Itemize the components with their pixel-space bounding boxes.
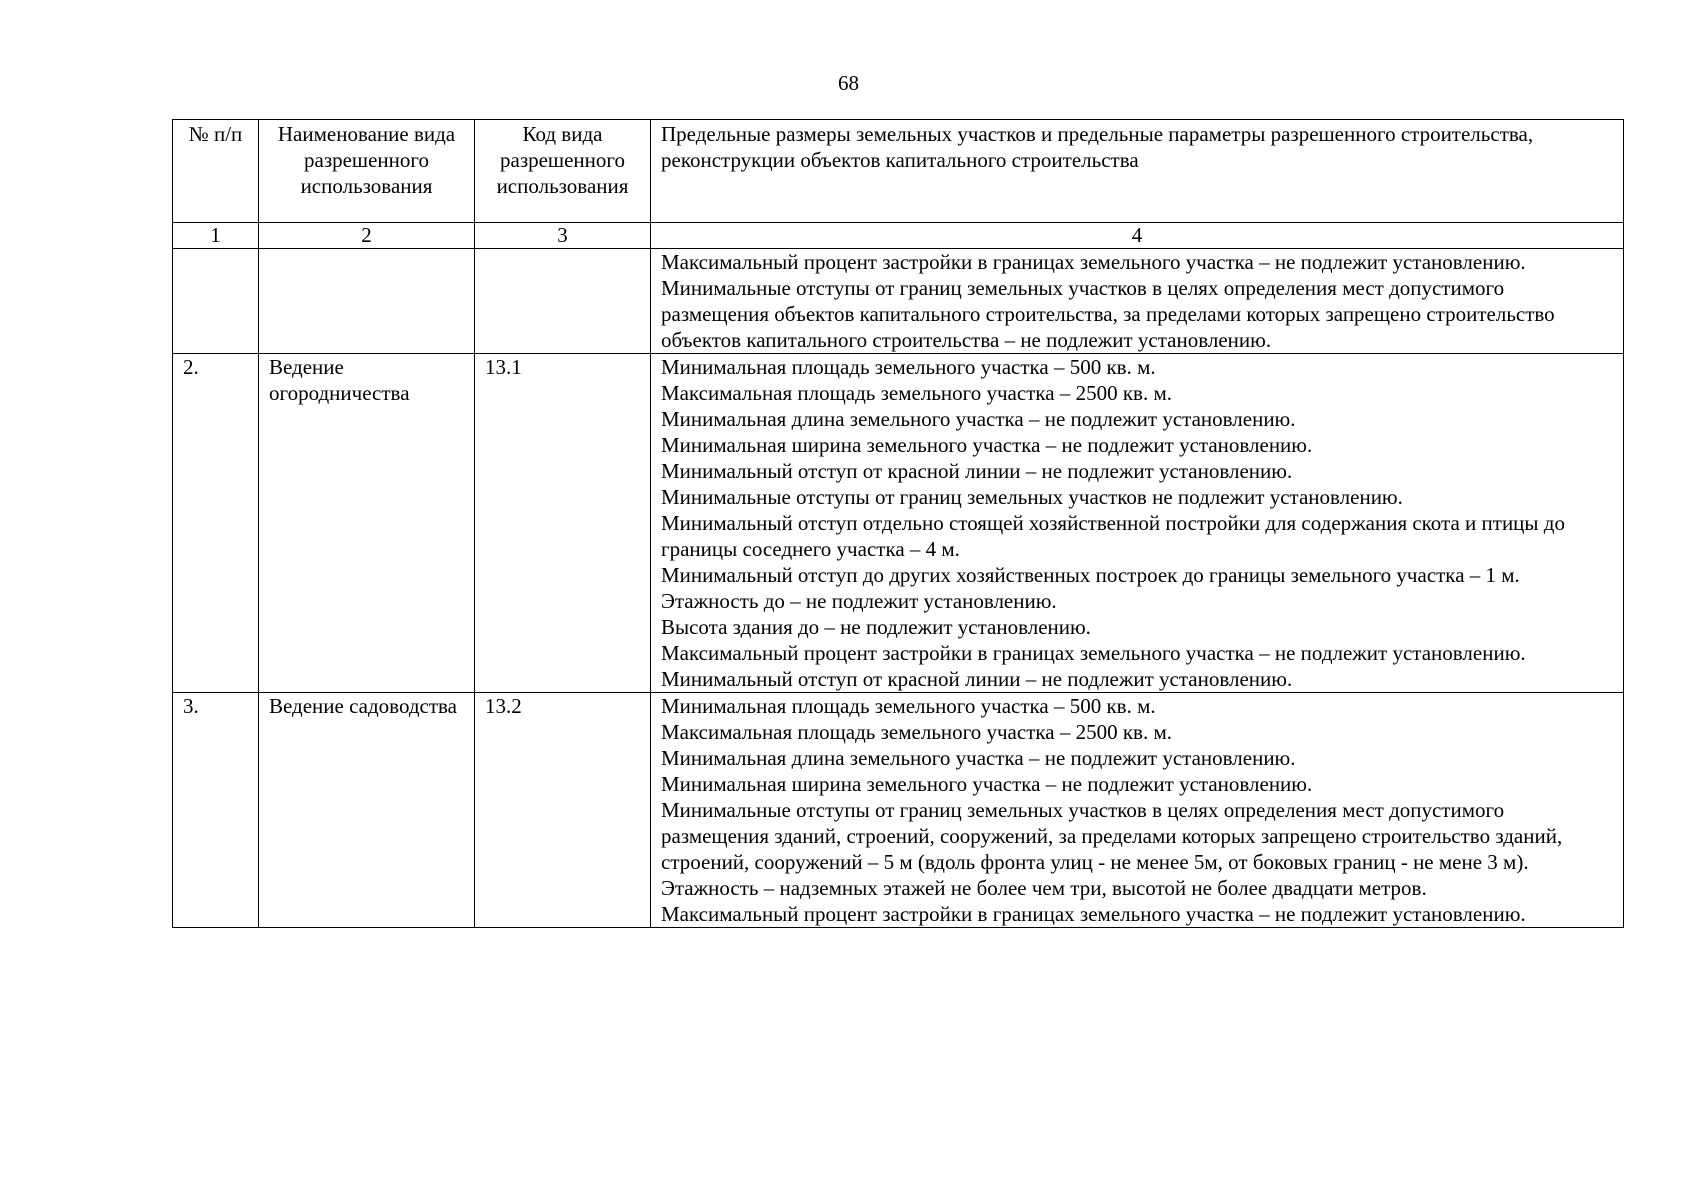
parameter-line: Минимальная площадь земельного участка – 500 кв. м. xyxy=(661,355,1156,379)
parameter-line: Минимальные отступы от границ земельных участков не подлежит установлению. xyxy=(661,485,1403,509)
parameter-line: Максимальный процент застройки в границах земельного участка – не подлежит установлению. xyxy=(661,250,1526,274)
parameter-line: Минимальный отступ от красной линии – не подлежит установлению. xyxy=(661,667,1293,691)
header-use-code: Код вида разрешенного использования xyxy=(475,120,651,223)
parameter-line: Минимальная длина земельного участка – не подлежит установлению. xyxy=(661,407,1296,431)
row-number xyxy=(173,249,259,354)
row-number: 2. xyxy=(173,354,259,693)
land-use-table xyxy=(172,119,1624,928)
table-row xyxy=(173,693,1624,928)
parameter-line: Минимальный отступ от красной линии – не подлежит установлению. xyxy=(661,459,1293,483)
table-header-row xyxy=(173,120,1624,223)
row-parameters xyxy=(651,354,1624,693)
header-parameters: Предельные размеры земельных участков и предельные параметры разрешенного строительства, реконструкции объектов капитального строительства xyxy=(651,120,1624,223)
parameter-line: Минимальная ширина земельного участка – не подлежит установлению. xyxy=(661,433,1313,457)
row-number: 3. xyxy=(173,693,259,928)
column-number: 4 xyxy=(651,223,1624,249)
parameter-line: Максимальная площадь земельного участка – 2500 кв. м. xyxy=(661,720,1172,744)
row-use-code: 13.1 xyxy=(475,354,651,693)
row-parameters xyxy=(651,693,1624,928)
column-number: 2 xyxy=(259,223,475,249)
parameter-line: Высота здания до – не подлежит установлению. xyxy=(661,615,1091,639)
parameter-line: Максимальный процент застройки в границах земельного участка – не подлежит установлению. xyxy=(661,902,1526,926)
column-number: 3 xyxy=(475,223,651,249)
column-number: 1 xyxy=(173,223,259,249)
table-row xyxy=(173,249,1624,354)
parameter-line: Максимальная площадь земельного участка – 2500 кв. м. xyxy=(661,381,1172,405)
parameter-line: Минимальный отступ до других хозяйственных построек до границы земельного участка – 1 м. xyxy=(661,563,1520,587)
row-use-code: 13.2 xyxy=(475,693,651,928)
parameter-line: Минимальные отступы от границ земельных участков в целях определения мест допустимого размещения зданий, строений, сооружений, за пределами которых запрещено строительство зданий, строений, сооружений – 5 м (вдоль фронта улиц - не менее 5м, от боковых границ - не мене 3 м). xyxy=(661,798,1563,874)
row-use-name: Ведение огородничества xyxy=(259,354,475,693)
row-use-code xyxy=(475,249,651,354)
parameter-line: Этажность до – не подлежит установлению. xyxy=(661,589,1057,613)
table-row xyxy=(173,354,1624,693)
parameter-line: Минимальный отступ отдельно стоящей хозяйственной постройки для содержания скота и птицы до границы соседнего участка – 4 м. xyxy=(661,511,1565,561)
parameter-line: Минимальные отступы от границ земельных участков в целях определения мест допустимого размещения объектов капитального строительства, за пределами которых запрещено строительство объектов капитального строительства – не подлежит установлению. xyxy=(661,276,1555,352)
parameter-line: Максимальный процент застройки в границах земельного участка – не подлежит установлению. xyxy=(661,641,1526,665)
header-use-name: Наименование вида разрешенного использования xyxy=(259,120,475,223)
row-use-name: Ведение садоводства xyxy=(259,693,475,928)
parameter-line: Минимальная площадь земельного участка – 500 кв. м. xyxy=(661,694,1156,718)
parameter-line: Минимальная длина земельного участка – не подлежит установлению. xyxy=(661,746,1296,770)
row-parameters xyxy=(651,249,1624,354)
column-number-row xyxy=(173,223,1624,249)
parameter-line: Этажность – надземных этажей не более чем три, высотой не более двадцати метров. xyxy=(661,876,1427,900)
header-number: № п/п xyxy=(173,120,259,223)
row-use-name xyxy=(259,249,475,354)
parameter-line: Минимальная ширина земельного участка – не подлежит установлению. xyxy=(661,772,1313,796)
page-number: 68 xyxy=(838,71,859,95)
